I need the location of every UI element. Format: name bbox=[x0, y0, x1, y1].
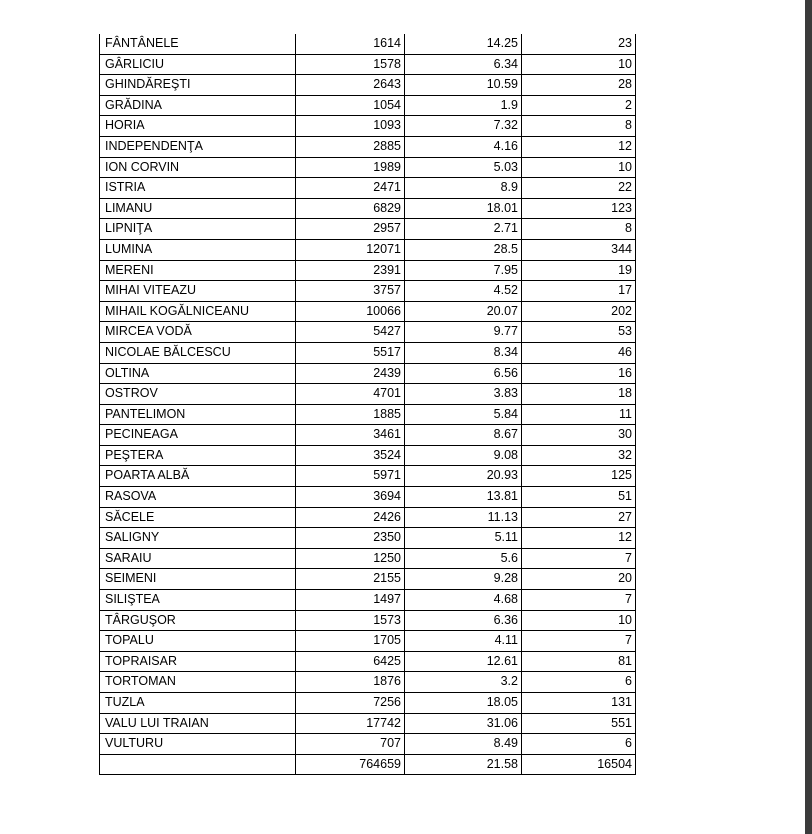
table-row bbox=[100, 651, 636, 672]
population-cell: 5517 bbox=[296, 342, 405, 363]
locality-cell: GRĂDINA bbox=[100, 95, 296, 116]
rate-cell: 11.13 bbox=[405, 507, 522, 528]
cases-cell: 131 bbox=[522, 693, 636, 714]
locality-cell: ISTRIA bbox=[100, 178, 296, 199]
cases-cell: 10 bbox=[522, 610, 636, 631]
table-row bbox=[100, 631, 636, 652]
cases-cell: 32 bbox=[522, 445, 636, 466]
rate-cell: 5.11 bbox=[405, 528, 522, 549]
population-cell: 1614 bbox=[296, 34, 405, 54]
rate-cell: 13.81 bbox=[405, 487, 522, 508]
population-cell: 17742 bbox=[296, 713, 405, 734]
locality-cell: OLTINA bbox=[100, 363, 296, 384]
rate-cell: 2.71 bbox=[405, 219, 522, 240]
table-row bbox=[100, 95, 636, 116]
table-row bbox=[100, 404, 636, 425]
population-cell: 5971 bbox=[296, 466, 405, 487]
table-row bbox=[100, 445, 636, 466]
rate-cell: 31.06 bbox=[405, 713, 522, 734]
population-cell: 10066 bbox=[296, 301, 405, 322]
locality-cell: MIRCEA VODĂ bbox=[100, 322, 296, 343]
rate-cell: 28.5 bbox=[405, 239, 522, 260]
population-cell: 7256 bbox=[296, 693, 405, 714]
table-body bbox=[100, 34, 636, 775]
locality-cell: SĂCELE bbox=[100, 507, 296, 528]
cases-cell: 125 bbox=[522, 466, 636, 487]
table-row bbox=[100, 569, 636, 590]
locality-cell: SALIGNY bbox=[100, 528, 296, 549]
rate-cell: 5.6 bbox=[405, 548, 522, 569]
population-cell: 3757 bbox=[296, 281, 405, 302]
locality-cell: PANTELIMON bbox=[100, 404, 296, 425]
table-row bbox=[100, 75, 636, 96]
locality-cell: GHINDĂREŞTI bbox=[100, 75, 296, 96]
rate-cell: 7.32 bbox=[405, 116, 522, 137]
table-row bbox=[100, 713, 636, 734]
cases-cell: 12 bbox=[522, 136, 636, 157]
locality-cell: GÂRLICIU bbox=[100, 54, 296, 75]
locality-cell: HORIA bbox=[100, 116, 296, 137]
locality-cell: FÂNTÂNELE bbox=[100, 34, 296, 54]
locality-cell: SEIMENI bbox=[100, 569, 296, 590]
total-population-cell: 764659 bbox=[296, 754, 405, 775]
cases-cell: 8 bbox=[522, 116, 636, 137]
cases-cell: 17 bbox=[522, 281, 636, 302]
rate-cell: 9.08 bbox=[405, 445, 522, 466]
population-cell: 707 bbox=[296, 734, 405, 755]
locality-cell: LIPNIŢA bbox=[100, 219, 296, 240]
table-row bbox=[100, 116, 636, 137]
rate-cell: 20.07 bbox=[405, 301, 522, 322]
cases-cell: 344 bbox=[522, 239, 636, 260]
population-cell: 2155 bbox=[296, 569, 405, 590]
cases-cell: 10 bbox=[522, 54, 636, 75]
cases-cell: 7 bbox=[522, 548, 636, 569]
cases-cell: 123 bbox=[522, 198, 636, 219]
locality-cell: TOPALU bbox=[100, 631, 296, 652]
population-cell: 1885 bbox=[296, 404, 405, 425]
total-locality-cell bbox=[100, 754, 296, 775]
locality-cell: TUZLA bbox=[100, 693, 296, 714]
cases-cell: 7 bbox=[522, 590, 636, 611]
table-row bbox=[100, 528, 636, 549]
locality-cell: SILIŞTEA bbox=[100, 590, 296, 611]
table-row bbox=[100, 693, 636, 714]
table-row bbox=[100, 54, 636, 75]
cases-cell: 20 bbox=[522, 569, 636, 590]
rate-cell: 4.68 bbox=[405, 590, 522, 611]
population-cell: 3694 bbox=[296, 487, 405, 508]
population-cell: 1497 bbox=[296, 590, 405, 611]
rate-cell: 1.9 bbox=[405, 95, 522, 116]
population-cell: 2885 bbox=[296, 136, 405, 157]
population-cell: 1705 bbox=[296, 631, 405, 652]
population-cell: 1093 bbox=[296, 116, 405, 137]
population-cell: 2426 bbox=[296, 507, 405, 528]
table-row bbox=[100, 466, 636, 487]
cases-cell: 2 bbox=[522, 95, 636, 116]
table-row bbox=[100, 610, 636, 631]
cases-cell: 202 bbox=[522, 301, 636, 322]
population-cell: 2471 bbox=[296, 178, 405, 199]
cases-cell: 10 bbox=[522, 157, 636, 178]
locality-cell: LUMINA bbox=[100, 239, 296, 260]
population-cell: 1054 bbox=[296, 95, 405, 116]
cases-cell: 16 bbox=[522, 363, 636, 384]
rate-cell: 4.16 bbox=[405, 136, 522, 157]
population-cell: 3524 bbox=[296, 445, 405, 466]
rate-cell: 5.84 bbox=[405, 404, 522, 425]
cases-cell: 81 bbox=[522, 651, 636, 672]
population-cell: 2957 bbox=[296, 219, 405, 240]
population-cell: 2391 bbox=[296, 260, 405, 281]
rate-cell: 4.11 bbox=[405, 631, 522, 652]
population-cell: 1989 bbox=[296, 157, 405, 178]
cases-cell: 22 bbox=[522, 178, 636, 199]
table-row bbox=[100, 260, 636, 281]
rate-cell: 3.83 bbox=[405, 384, 522, 405]
total-cases-cell: 16504 bbox=[522, 754, 636, 775]
locality-cell: RASOVA bbox=[100, 487, 296, 508]
population-cell: 6829 bbox=[296, 198, 405, 219]
rate-cell: 8.67 bbox=[405, 425, 522, 446]
locality-cell: POARTA ALBĂ bbox=[100, 466, 296, 487]
total-row bbox=[100, 754, 636, 775]
rate-cell: 9.28 bbox=[405, 569, 522, 590]
cases-cell: 51 bbox=[522, 487, 636, 508]
table-row bbox=[100, 384, 636, 405]
locality-cell: ION CORVIN bbox=[100, 157, 296, 178]
locality-cell: VULTURU bbox=[100, 734, 296, 755]
population-cell: 1876 bbox=[296, 672, 405, 693]
locality-cell: SARAIU bbox=[100, 548, 296, 569]
locality-cell: INDEPENDENŢA bbox=[100, 136, 296, 157]
table-row bbox=[100, 219, 636, 240]
population-cell: 2643 bbox=[296, 75, 405, 96]
cases-cell: 46 bbox=[522, 342, 636, 363]
population-cell: 1573 bbox=[296, 610, 405, 631]
locality-cell: MIHAIL KOGĂLNICEANU bbox=[100, 301, 296, 322]
population-cell: 1578 bbox=[296, 54, 405, 75]
cases-cell: 19 bbox=[522, 260, 636, 281]
rate-cell: 6.56 bbox=[405, 363, 522, 384]
table-row bbox=[100, 136, 636, 157]
rate-cell: 18.05 bbox=[405, 693, 522, 714]
locality-cell: MERENI bbox=[100, 260, 296, 281]
cases-cell: 53 bbox=[522, 322, 636, 343]
table-row bbox=[100, 281, 636, 302]
locality-cell: TÂRGUŞOR bbox=[100, 610, 296, 631]
table-row bbox=[100, 590, 636, 611]
population-cell: 2350 bbox=[296, 528, 405, 549]
cases-cell: 8 bbox=[522, 219, 636, 240]
rate-cell: 8.9 bbox=[405, 178, 522, 199]
table-row bbox=[100, 507, 636, 528]
locality-cell: LIMANU bbox=[100, 198, 296, 219]
rate-cell: 20.93 bbox=[405, 466, 522, 487]
table-row bbox=[100, 301, 636, 322]
population-cell: 6425 bbox=[296, 651, 405, 672]
table-row bbox=[100, 342, 636, 363]
rate-cell: 6.36 bbox=[405, 610, 522, 631]
locality-cell: MIHAI VITEAZU bbox=[100, 281, 296, 302]
table-row bbox=[100, 734, 636, 755]
locality-cell: OSTROV bbox=[100, 384, 296, 405]
table-row bbox=[100, 157, 636, 178]
cases-cell: 30 bbox=[522, 425, 636, 446]
table-row bbox=[100, 178, 636, 199]
cases-cell: 7 bbox=[522, 631, 636, 652]
locality-cell: TOPRAISAR bbox=[100, 651, 296, 672]
cases-cell: 12 bbox=[522, 528, 636, 549]
rate-cell: 5.03 bbox=[405, 157, 522, 178]
population-cell: 5427 bbox=[296, 322, 405, 343]
locality-cell: TORTOMAN bbox=[100, 672, 296, 693]
rate-cell: 8.49 bbox=[405, 734, 522, 755]
table-row bbox=[100, 198, 636, 219]
rate-cell: 9.77 bbox=[405, 322, 522, 343]
rate-cell: 7.95 bbox=[405, 260, 522, 281]
table-row bbox=[100, 363, 636, 384]
locality-cell: VALU LUI TRAIAN bbox=[100, 713, 296, 734]
data-table bbox=[99, 34, 636, 775]
rate-cell: 3.2 bbox=[405, 672, 522, 693]
population-cell: 3461 bbox=[296, 425, 405, 446]
rate-cell: 14.25 bbox=[405, 34, 522, 54]
population-cell: 4701 bbox=[296, 384, 405, 405]
population-cell: 2439 bbox=[296, 363, 405, 384]
cases-cell: 11 bbox=[522, 404, 636, 425]
table-row bbox=[100, 487, 636, 508]
table-row bbox=[100, 239, 636, 260]
locality-cell: NICOLAE BĂLCESCU bbox=[100, 342, 296, 363]
table-row bbox=[100, 34, 636, 54]
table-row bbox=[100, 672, 636, 693]
locality-cell: PEŞTERA bbox=[100, 445, 296, 466]
rate-cell: 6.34 bbox=[405, 54, 522, 75]
cases-cell: 23 bbox=[522, 34, 636, 54]
cases-cell: 28 bbox=[522, 75, 636, 96]
cases-cell: 27 bbox=[522, 507, 636, 528]
table-row bbox=[100, 548, 636, 569]
cases-cell: 18 bbox=[522, 384, 636, 405]
rate-cell: 4.52 bbox=[405, 281, 522, 302]
cases-cell: 551 bbox=[522, 713, 636, 734]
population-cell: 12071 bbox=[296, 239, 405, 260]
population-cell: 1250 bbox=[296, 548, 405, 569]
rate-cell: 12.61 bbox=[405, 651, 522, 672]
rate-cell: 18.01 bbox=[405, 198, 522, 219]
table-row bbox=[100, 322, 636, 343]
locality-cell: PECINEAGA bbox=[100, 425, 296, 446]
rate-cell: 10.59 bbox=[405, 75, 522, 96]
cases-cell: 6 bbox=[522, 734, 636, 755]
cases-cell: 6 bbox=[522, 672, 636, 693]
total-rate-cell: 21.58 bbox=[405, 754, 522, 775]
rate-cell: 8.34 bbox=[405, 342, 522, 363]
table-row bbox=[100, 425, 636, 446]
